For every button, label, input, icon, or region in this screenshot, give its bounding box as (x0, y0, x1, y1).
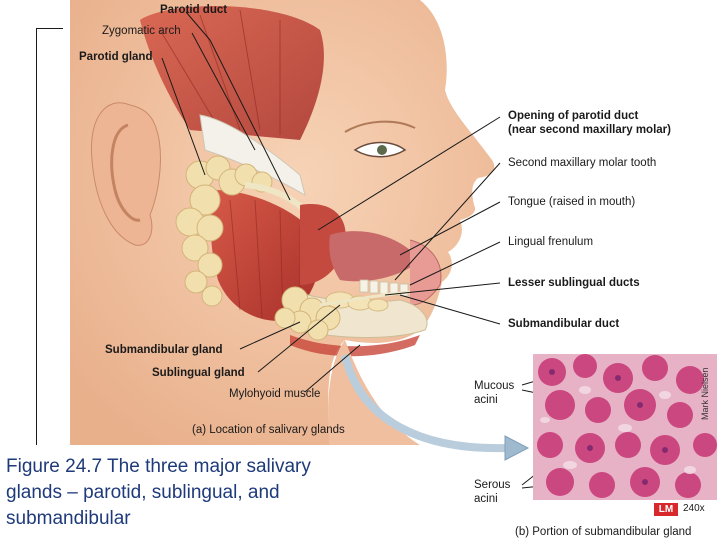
figure-caption: Figure 24.7 The three major salivary glands – parotid, sublingual, and submandibular (6, 456, 311, 529)
label-sublingual-gland: Sublingual gland (152, 367, 245, 379)
label-serous-1: Serous (474, 479, 511, 491)
label-mucous-1: Mucous (474, 380, 515, 392)
label-second-molar: Second maxillary molar tooth (508, 157, 657, 169)
lm-badge: LM (654, 503, 678, 516)
label-lesser-sublingual: Lesser sublingual ducts (508, 277, 640, 289)
label-part-a: (a) Location of salivary glands (192, 424, 345, 436)
label-submandibular-gland: Submandibular gland (105, 344, 223, 356)
label-tongue: Tongue (raised in mouth) (508, 196, 636, 208)
label-part-b: (b) Portion of submandibular gland (515, 526, 692, 538)
photo-credit: Mark Nielsen (700, 367, 710, 420)
magnification-label: 240x (683, 503, 705, 514)
label-opening-parotid-2: (near second maxillary molar) (508, 124, 671, 136)
label-mucous-2: acini (474, 394, 498, 406)
label-serous-2: acini (474, 493, 498, 505)
micrograph-image (533, 354, 717, 500)
label-lingual-frenulum: Lingual frenulum (508, 236, 594, 248)
label-opening-parotid-1: Opening of parotid duct (508, 110, 639, 122)
label-parotid-gland: Parotid gland (79, 51, 153, 63)
label-submandibular-duct: Submandibular duct (508, 318, 620, 330)
label-mylohyoid: Mylohyoid muscle (229, 388, 321, 400)
label-parotid-duct: Parotid duct (160, 4, 228, 16)
label-zygomatic-arch: Zygomatic arch (102, 25, 181, 37)
